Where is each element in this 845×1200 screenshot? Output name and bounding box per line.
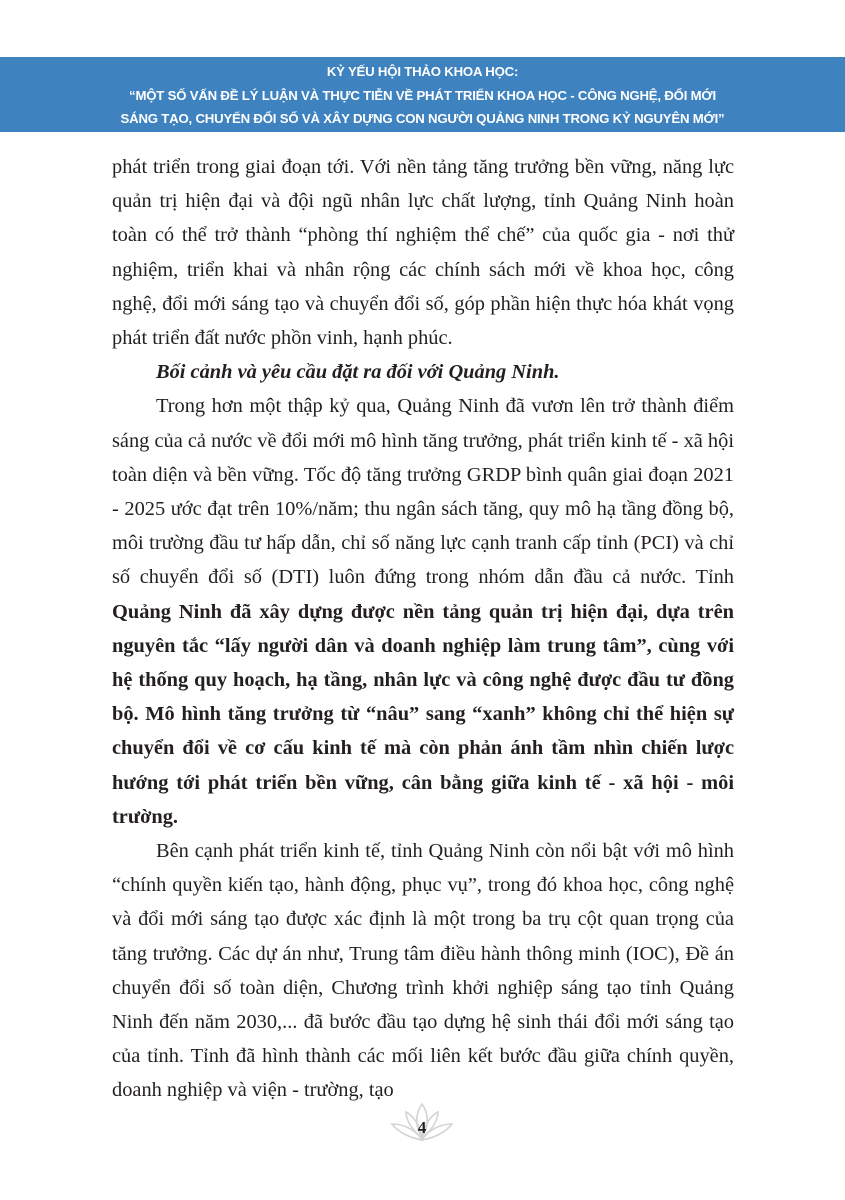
paragraph-2-regular: Trong hơn một thập kỷ qua, Quảng Ninh đã vươn lên trở thành điểm sáng của cả nước về đổi mới mô hình tăng trưởng, phát triển kinh tế - xã hội toàn diện và bền vững. Tốc độ tăng trưởng GRDP bình quân giai đoạn 2021 - 2025 ước đạt trên 10%/năm; thu ngân sách tăng, quy mô hạ tầng đồng bộ, môi trường đầu tư hấp dẫn, chỉ số năng lực cạnh tranh cấp tỉnh (PCI) và chỉ số chuyển đổi số (DTI) luôn đứng trong nhóm dẫn đầu cả nước. Tỉnh <box>112 395 734 589</box>
header-subtitle-line1: “MỘT SỐ VẤN ĐỀ LÝ LUẬN VÀ THỰC TIỄN VỀ PHÁT TRIỂN KHOA HỌC - CÔNG NGHỆ, ĐỔI MỚI <box>129 88 716 103</box>
paragraph-2 <box>112 389 734 834</box>
paragraph-3: Bên cạnh phát triển kinh tế, tỉnh Quảng Ninh còn nổi bật với mô hình “chính quyền kiến tạo, hành động, phục vụ”, trong đó khoa học, công nghệ và đổi mới sáng tạo được xác định là một trong ba trụ cột quan trọng của tăng trưởng. Các dự án như, Trung tâm điều hành thông minh (IOC), Đề án chuyển đổi số toàn diện, Chương trình khởi nghiệp sáng tạo tỉnh Quảng Ninh đến năm 2030,... đã bước đầu tạo dựng hệ sinh thái đổi mới sáng tạo của tỉnh. Tỉnh đã hình thành các mối liên kết bước đầu giữa chính quyền, doanh nghiệp và viện - trường, tạo <box>112 840 734 1102</box>
header-title: KỶ YẾU HỘI THẢO KHOA HỌC: <box>326 64 519 79</box>
paragraph-1: phát triển trong giai đoạn tới. Với nền tảng tăng trưởng bền vững, năng lực quản trị hiện đại và đội ngũ nhân lực chất lượng, tỉnh Quảng Ninh hoàn toàn có thể trở thành “phòng thí nghiệm thể chế” của quốc gia - nơi thử nghiệm, triển khai và nhân rộng các chính sách mới về khoa học, công nghệ, đổi mới sáng tạo và chuyển đổi số, góp phần hiện thực hóa khát vọng phát triển đất nước phồn vinh, hạnh phúc. <box>112 156 734 350</box>
header-subtitle-line2: SÁNG TẠO, CHUYỂN ĐỔI SỐ VÀ XÂY DỰNG CON NGƯỜI QUẢNG NINH TRONG KỶ NGUYÊN MỚI” <box>120 111 725 126</box>
body-text <box>112 150 734 1108</box>
section-heading: Bối cảnh và yêu cầu đặt ra đối với Quảng Ninh. <box>156 361 560 384</box>
paragraph-2-bold: Quảng Ninh đã xây dựng được nền tảng quản trị hiện đại, dựa trên nguyên tắc “lấy người dân và doanh nghiệp làm trung tâm”, cùng với hệ thống quy hoạch, hạ tầng, nhân lực và công nghệ được đầu tư đồng bộ. Mô hình tăng trưởng từ “nâu” sang “xanh” không chỉ thể hiện sự chuyển đổi về cơ cấu kinh tế mà còn phản ánh tầm nhìn chiến lược hướng tới phát triển bền vững, cân bằng giữa kinh tế - xã hội - môi trường. <box>112 600 734 828</box>
page-footer <box>382 1100 462 1155</box>
page-number: 4 <box>417 1118 427 1137</box>
header-banner <box>0 57 845 132</box>
